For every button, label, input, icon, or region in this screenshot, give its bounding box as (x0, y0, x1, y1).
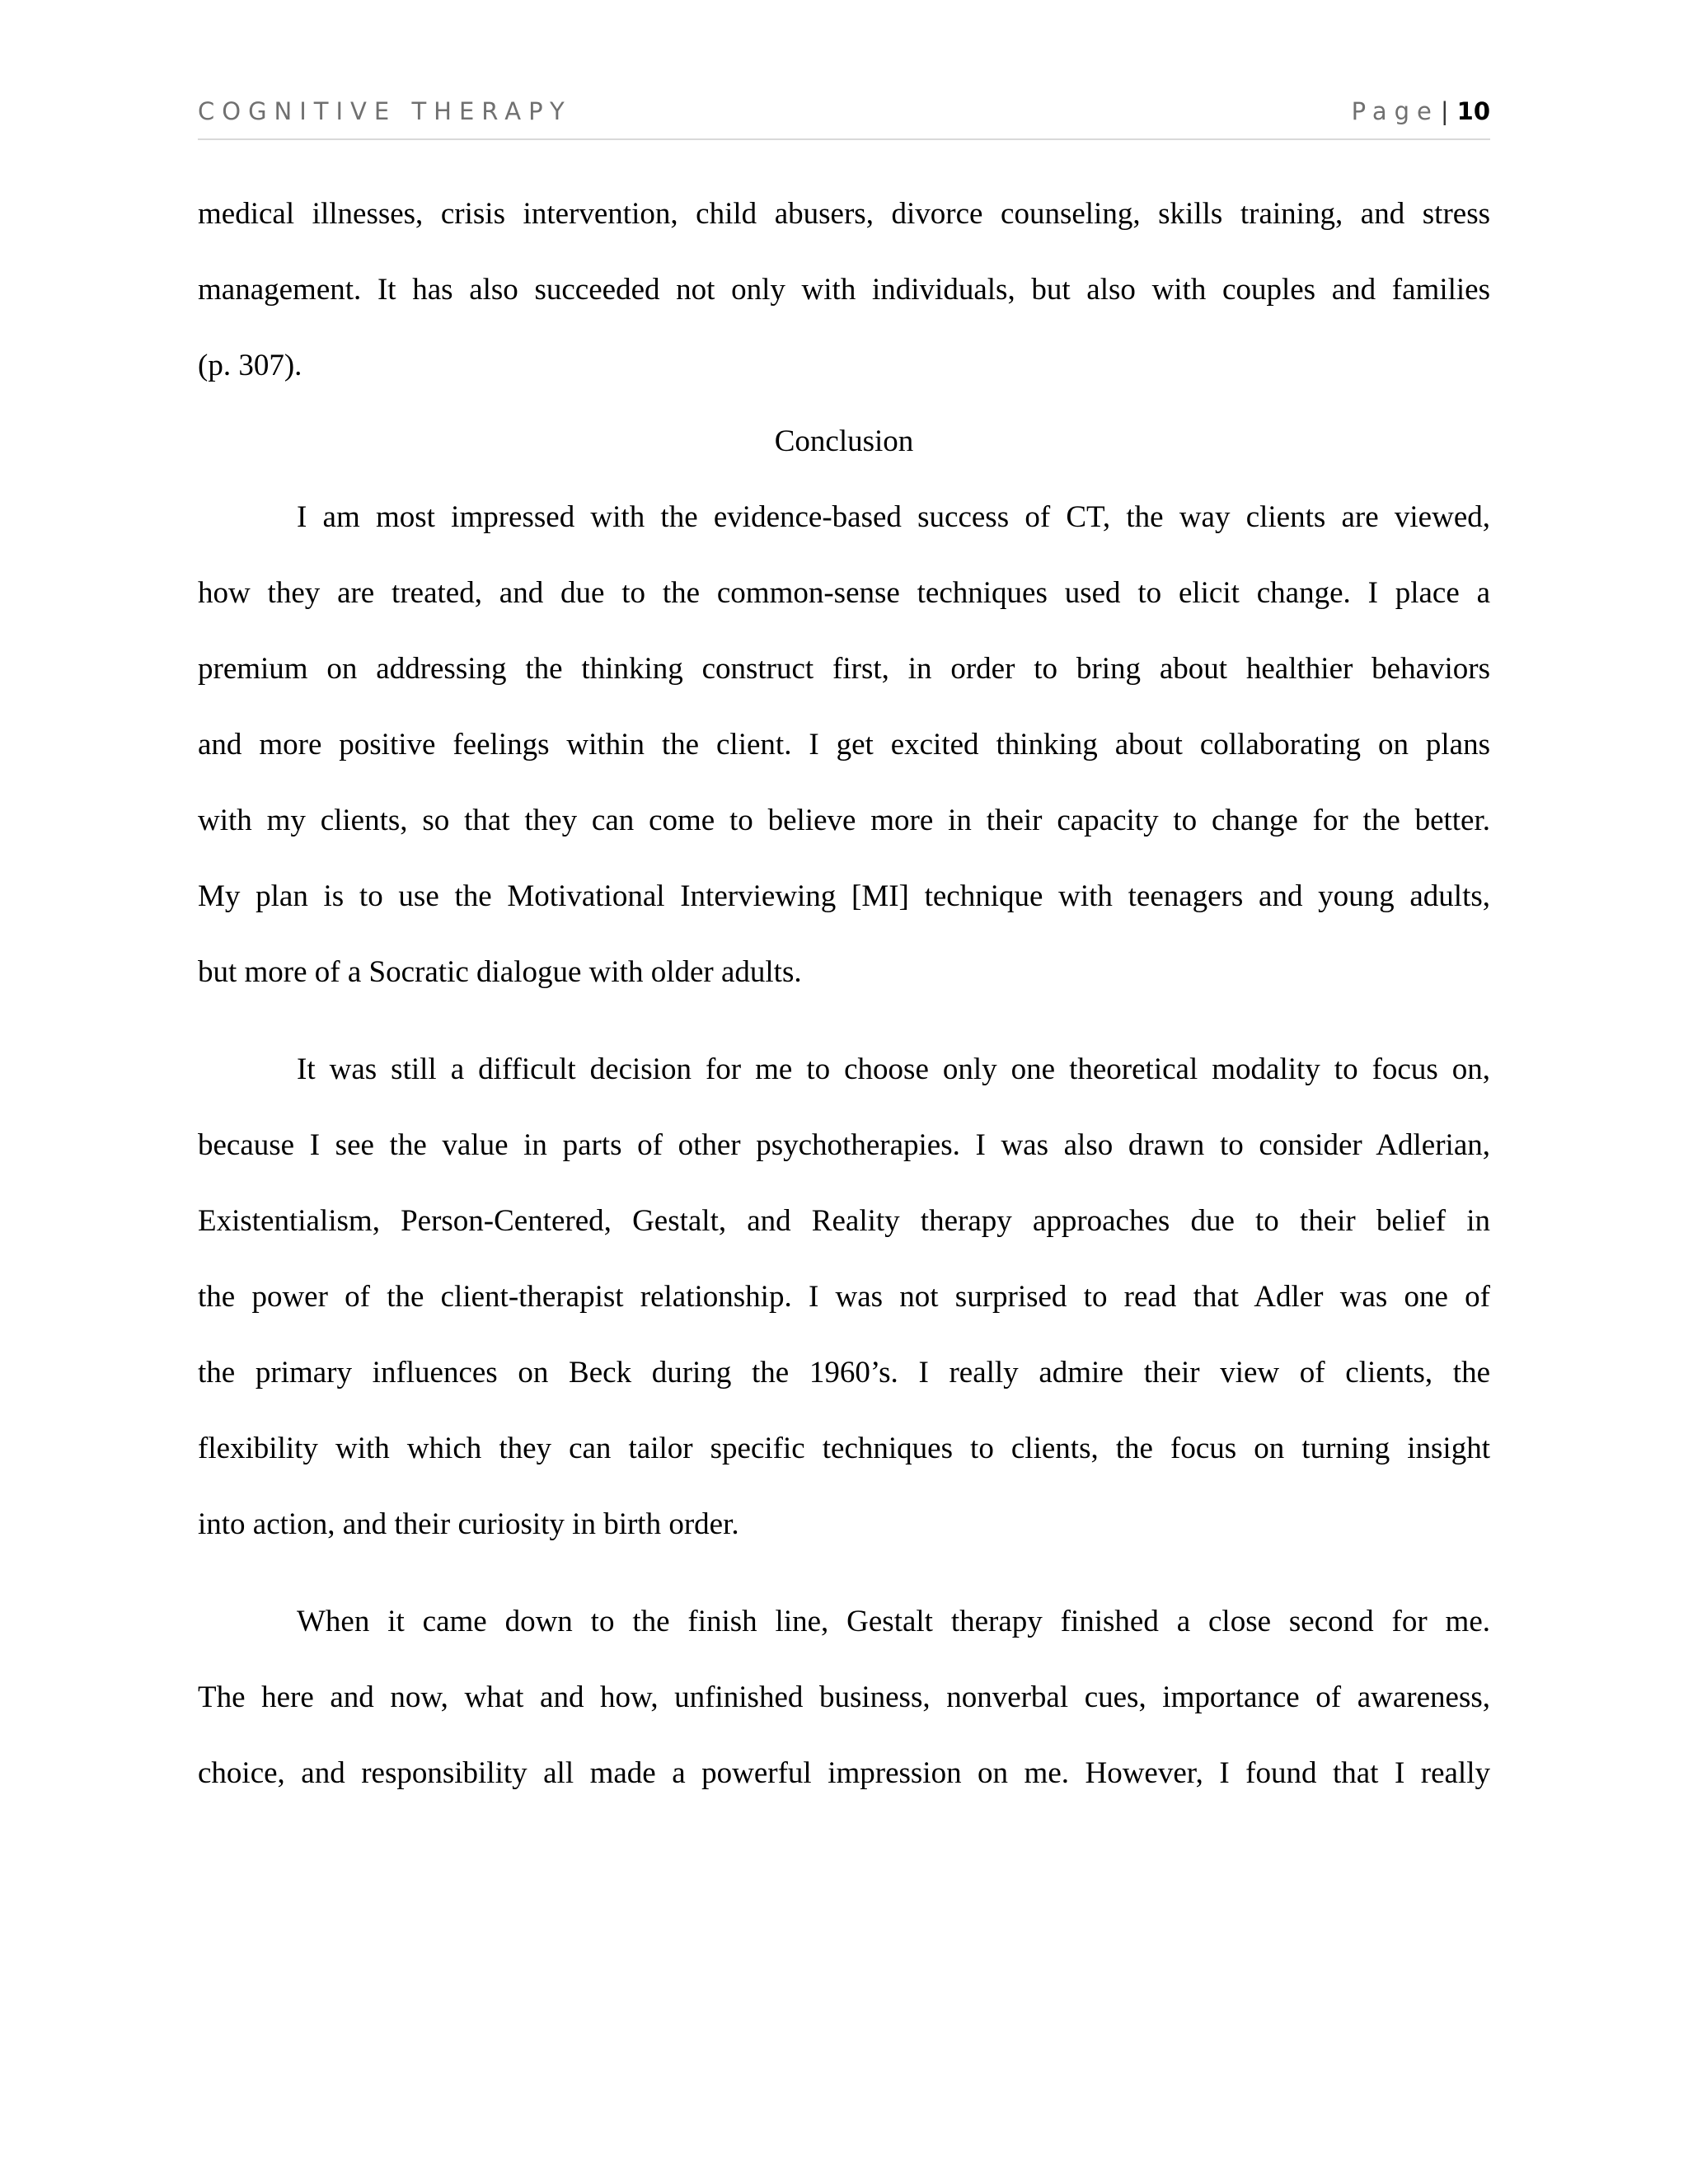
body-text (198, 190, 1490, 1825)
text-line: the primary influences on Beck during the 1960’s. I really admire their view of clients, the (198, 1356, 1490, 1390)
text-line: choice, and responsibility all made a powerful impression on me. However, I found that I really (198, 1756, 1490, 1790)
running-head: COGNITIVE THERAPY (198, 97, 572, 125)
section-heading: Conclusion (774, 424, 914, 458)
paragraph-3 (198, 1597, 1490, 1825)
text-line: (p. 307). (198, 349, 302, 382)
text-line: The here and now, what and how, unfinished business, nonverbal cues, importance of awareness, (198, 1680, 1490, 1714)
text-line: into action, and their curiosity in birth order. (198, 1507, 739, 1541)
text-line: Existentialism, Person-Centered, Gestalt, and Reality therapy approaches due to their belief in (198, 1204, 1490, 1238)
text-line: It was still a difficult decision for me to choose only one theoretical modality to focus on, (297, 1052, 1490, 1086)
paragraph-spacer (198, 1576, 1490, 1597)
text-line: because I see the value in parts of other psychotherapies. I was also drawn to consider Adlerian, (198, 1128, 1490, 1162)
paragraph-1 (198, 493, 1490, 1024)
text-line: I am most impressed with the evidence-based success of CT, the way clients are viewed, (297, 500, 1490, 534)
text-line: flexibility with which they can tailor specific techniques to clients, the focus on turning insight (198, 1432, 1490, 1465)
paragraph-continued (198, 190, 1490, 417)
text-line: medical illnesses, crisis intervention, child abusers, divorce counseling, skills training, and stress (198, 197, 1490, 231)
paragraph-2 (198, 1045, 1490, 1576)
text-line: My plan is to use the Motivational Interviewing [MI] technique with teenagers and young adults, (198, 879, 1490, 913)
page-label: Page (1351, 97, 1439, 125)
text-line: but more of a Socratic dialogue with older adults. (198, 955, 802, 989)
page-number-value: 10 (1456, 97, 1490, 125)
text-line: When it came down to the finish line, Gestalt therapy finished a close second for me. (297, 1605, 1490, 1638)
page-header (198, 97, 1490, 140)
header-separator: | (1440, 97, 1449, 125)
paragraph-spacer (198, 1024, 1490, 1045)
text-line: premium on addressing the thinking construct first, in order to bring about healthier behaviors (198, 652, 1490, 686)
text-line: how they are treated, and due to the common-sense techniques used to elicit change. I place a (198, 576, 1490, 610)
page-number (1352, 97, 1490, 125)
text-line: the power of the client-therapist relationship. I was not surprised to read that Adler was one of (198, 1280, 1490, 1314)
text-line: management. It has also succeeded not only with individuals, but also with couples and families (198, 273, 1490, 307)
text-line: with my clients, so that they can come to believe more in their capacity to change for the better. (198, 804, 1490, 837)
text-line: and more positive feelings within the client. I get excited thinking about collaborating on plans (198, 728, 1490, 762)
